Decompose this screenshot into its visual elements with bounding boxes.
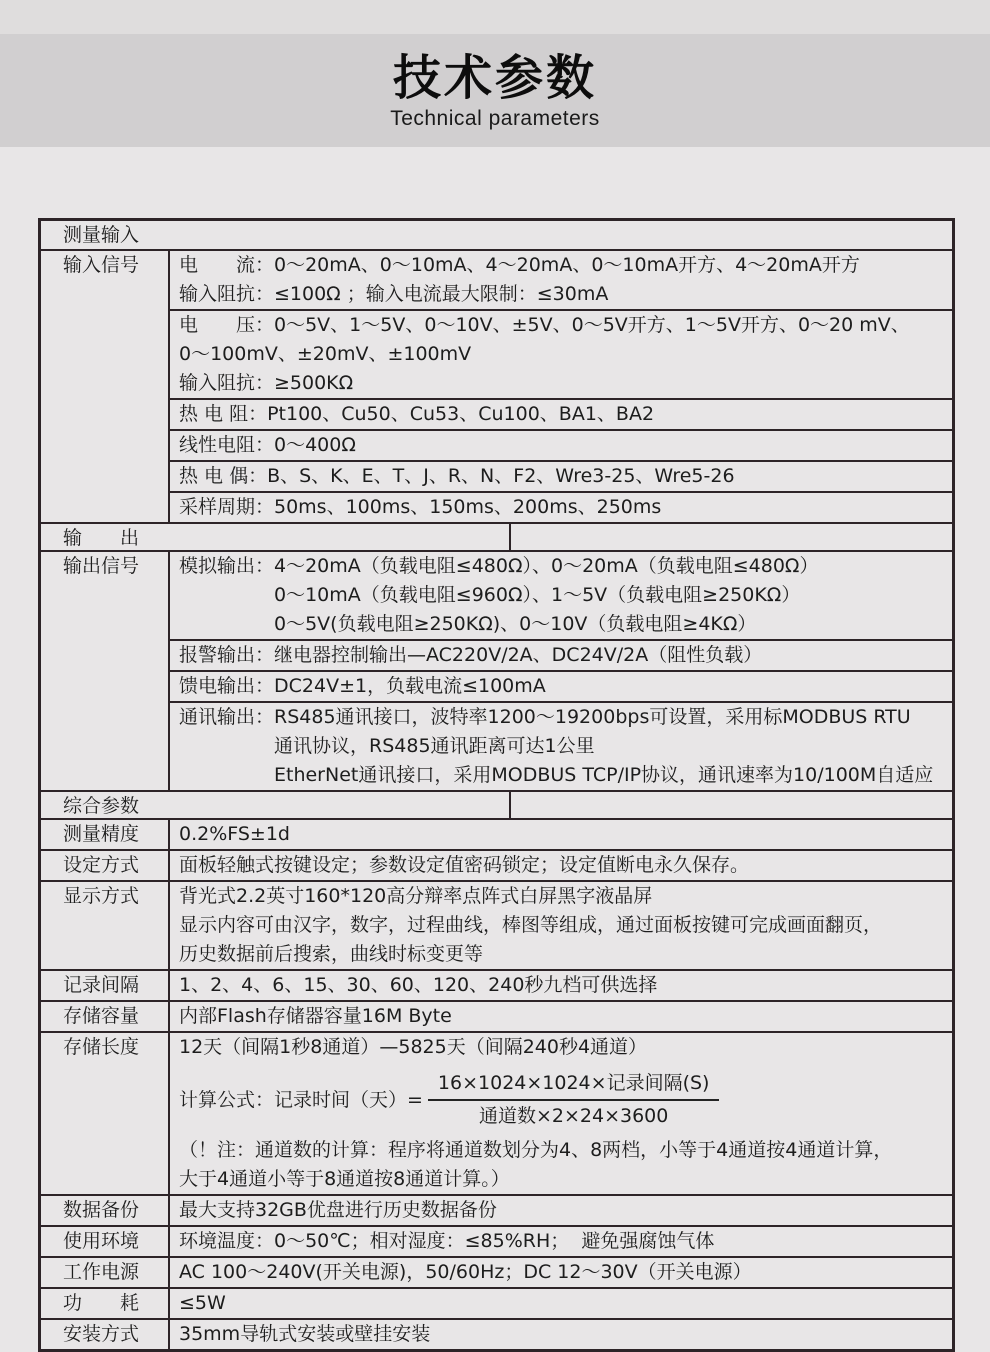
row-label: 测量精度 — [63, 823, 140, 845]
subrow — [170, 701, 952, 790]
spec-table — [38, 218, 955, 1352]
formula-prefix: 计算公式：记录时间（天）= — [179, 1089, 423, 1111]
row-label: 输 出 — [63, 527, 140, 549]
table-row — [41, 849, 952, 880]
top-strip — [0, 0, 990, 34]
row-label: 综合参数 — [63, 795, 140, 817]
row-content — [168, 1258, 952, 1287]
row-content — [509, 792, 953, 818]
content-line: 电 流：0～20mA、0～10mA、4～20mA、0～10mA开方、4～20mA开方 — [179, 254, 860, 276]
row-content — [168, 1320, 952, 1349]
row-label: 存储长度 — [63, 1036, 140, 1058]
row-content — [168, 820, 952, 849]
content-line: 通讯协议，RS485通讯距离可达1公里 — [179, 735, 595, 757]
page-subtitle: Technical parameters — [390, 106, 600, 130]
subrow — [170, 639, 952, 670]
title-band — [0, 34, 990, 147]
row-label: 安装方式 — [63, 1323, 140, 1345]
table-row — [41, 818, 952, 849]
content-line: 馈电输出：DC24V±1，负载电流≤100mA — [179, 675, 546, 697]
content-line: 电 压：0～5V、1～5V、0～10V、±5V、0～5V开方、1～5V开方、0～20 mV、 — [179, 314, 910, 336]
subrow — [170, 309, 952, 398]
subrow — [170, 429, 952, 460]
content-line: 背光式2.2英寸160*120高分辩率点阵式白屏黑字液晶屏 — [179, 885, 653, 907]
row-content — [168, 1002, 952, 1031]
row-label: 测量输入 — [63, 224, 140, 246]
row-label: 输入信号 — [63, 254, 140, 276]
content-line: AC 100～240V(开关电源)，50/60Hz；DC 12～30V（开关电源） — [179, 1261, 752, 1283]
content-line: 输入阻抗：≤100Ω ；输入电流最大限制：≤30mA — [179, 283, 609, 305]
fraction — [428, 1071, 720, 1129]
row-label: 数据备份 — [63, 1199, 140, 1221]
content-line: 环境温度：0～50℃；相对湿度：≤85%RH； 避免强腐蚀气体 — [179, 1230, 715, 1252]
content-line: 线性电阻：0～400Ω — [179, 434, 356, 456]
content-line: 0～5V(负载电阻≥250KΩ)、0～10V（负载电阻≥4KΩ） — [179, 613, 757, 635]
content-line: 1、2、4、6、15、30、60、120、240秒九档可供选择 — [179, 974, 658, 996]
formula — [179, 1071, 948, 1129]
table-row — [41, 1318, 952, 1349]
content-line: EtherNet通讯接口，采用MODBUS TCP/IP协议，通讯速率为10/100M自适应 — [179, 764, 934, 786]
row-content — [168, 851, 952, 880]
subrow — [170, 251, 952, 309]
row-content — [168, 882, 952, 969]
row-content — [168, 1289, 952, 1318]
table-row — [41, 969, 952, 1000]
row-label: 记录间隔 — [63, 974, 140, 996]
row-label: 使用环境 — [63, 1230, 140, 1252]
content-line: 12天（间隔1秒8通道）—5825天（间隔240秒4通道） — [179, 1036, 648, 1058]
content-line: 0～100mV、±20mV、±100mV — [179, 343, 472, 365]
row-label: 存储容量 — [63, 1005, 140, 1027]
content-line: 热 电 阻：Pt100、Cu50、Cu53、Cu100、BA1、BA2 — [179, 403, 655, 425]
row-label: 显示方式 — [63, 885, 140, 907]
subrow — [170, 398, 952, 429]
row-content — [168, 1227, 952, 1256]
content-line: 0～10mA（负载电阻≤960Ω）、1～5V（负载电阻≥250KΩ） — [179, 584, 801, 606]
fraction-numerator: 16×1024×1024×记录间隔(S) — [428, 1071, 720, 1101]
table-row — [41, 790, 952, 818]
table-row — [41, 221, 952, 249]
content-line: 热 电 偶：B、S、K、E、T、J、R、N、F2、Wre3-25、Wre5-26 — [179, 465, 735, 487]
row-content — [168, 251, 952, 522]
subrow — [170, 491, 952, 522]
content-line: 内部Flash存储器容量16M Byte — [179, 1005, 452, 1027]
content-line: 显示内容可由汉字，数字，过程曲线，棒图等组成，通过面板按键可完成画面翻页， — [179, 914, 883, 936]
table-row — [41, 249, 952, 522]
table-row — [41, 522, 952, 550]
content-line: 输入阻抗：≥500KΩ — [179, 372, 354, 394]
subrow — [170, 670, 952, 701]
row-label: 功 耗 — [63, 1292, 140, 1314]
row-content — [168, 1196, 952, 1225]
content-line: 采样周期：50ms、100ms、150ms、200ms、250ms — [179, 496, 662, 518]
content-line: 模拟输出：4～20mA（负载电阻≤480Ω）、0～20mA（负载电阻≤480Ω） — [179, 555, 819, 577]
table-row — [41, 880, 952, 969]
table-row — [41, 1000, 952, 1031]
fraction-denominator: 通道数×2×24×3600 — [478, 1105, 669, 1127]
note-line: （！注：通道数的计算：程序将通道数划分为4、8两档，小等于4通道按4通道计算， — [179, 1139, 893, 1161]
content-line: 面板轻触式按键设定；参数设定值密码锁定；设定值断电永久保存。 — [179, 854, 750, 876]
row-content — [168, 971, 952, 1000]
content-line: 35mm导轨式安装或壁挂安装 — [179, 1323, 431, 1345]
content-line: 历史数据前后搜索，曲线时标变更等 — [179, 943, 484, 965]
content-line: ≤5W — [179, 1292, 226, 1314]
page-title: 技术参数 — [392, 49, 597, 106]
note-line: 大于4通道小等于8通道按8通道计算。） — [179, 1168, 510, 1190]
subrow — [170, 460, 952, 491]
table-row — [41, 1031, 952, 1194]
row-content — [168, 552, 952, 790]
table-row — [41, 550, 952, 790]
row-label: 设定方式 — [63, 854, 140, 876]
content-line: 通讯输出：RS485通讯接口，波特率1200～19200bps可设置，采用标MODBUS RTU — [179, 706, 911, 728]
table-row — [41, 1225, 952, 1256]
row-content — [509, 524, 953, 550]
content-line: 最大支持32GB优盘进行历史数据备份 — [179, 1199, 497, 1221]
subrow — [170, 552, 952, 639]
table-row — [41, 1194, 952, 1225]
row-label: 输出信号 — [63, 555, 140, 577]
table-row — [41, 1287, 952, 1318]
row-content — [168, 1033, 952, 1194]
table-row — [41, 1256, 952, 1287]
row-label: 工作电源 — [63, 1261, 140, 1283]
content-line: 报警输出：继电器控制输出—AC220V/2A、DC24V/2A（阻性负载） — [179, 644, 763, 666]
content-line: 0.2%FS±1d — [179, 823, 290, 845]
